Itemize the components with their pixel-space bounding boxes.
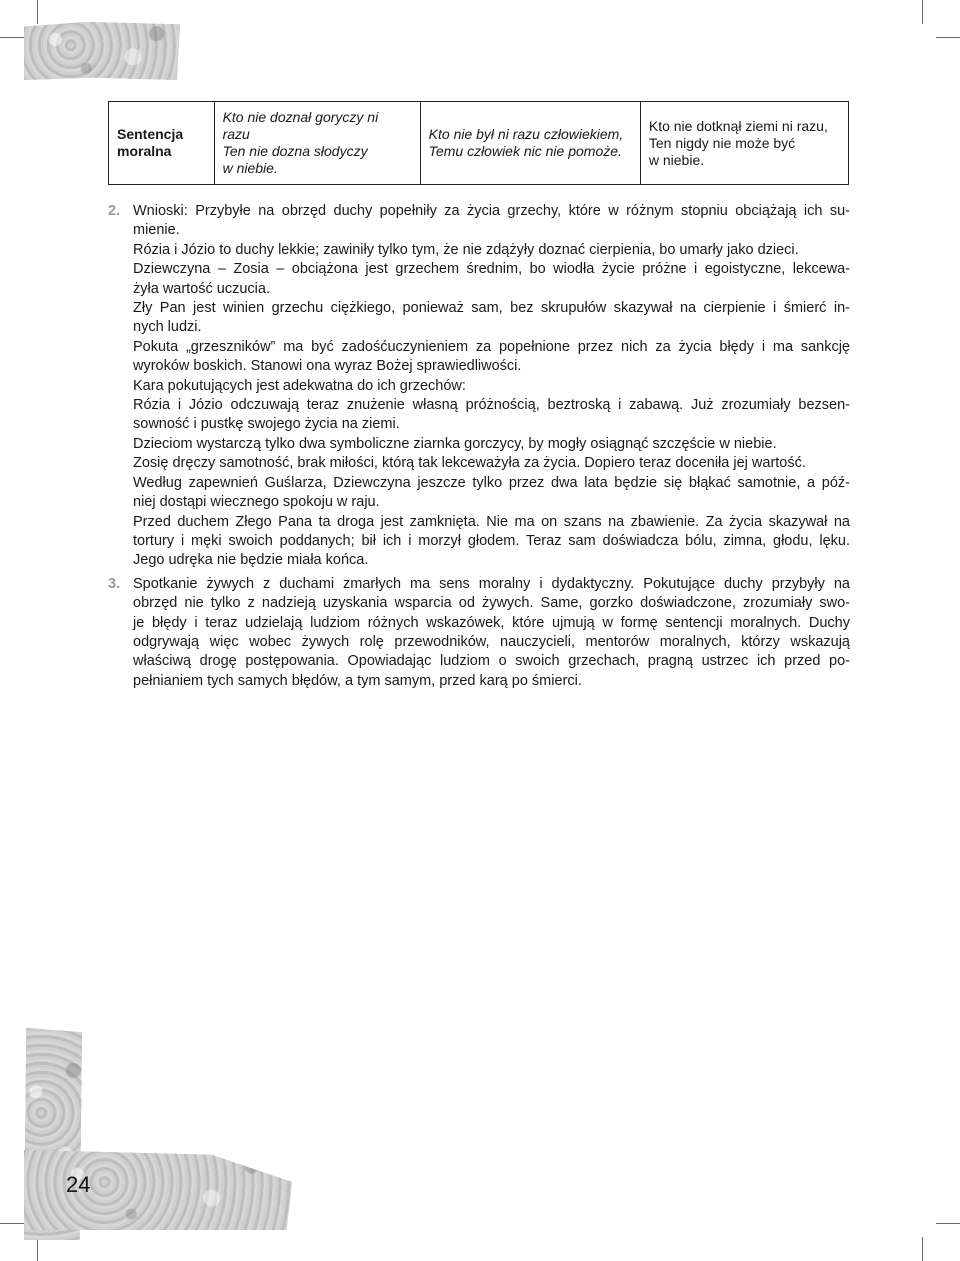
- cell-line: Kto nie doznał goryczy ni: [222, 109, 379, 125]
- header-line: moralna: [117, 143, 172, 159]
- crop-mark: [922, 0, 923, 24]
- stone-texture-top: [24, 22, 180, 80]
- text-line: Zły Pan jest winien grzechu ciężkiego, ponieważ sam, bez skrupułów skazywał na cierpienie i śmierć in-: [133, 300, 850, 317]
- text-line: je błędy i teraz udzielają ludziom różnych wskazówek, które ujmują w formę sentencji moralnych. Duchy: [133, 614, 850, 631]
- text-line: właściwą drogę postępowania. Opowiadając ludziom o swoich grzechach, pragną ustrzec ich przed po-: [133, 653, 850, 670]
- section-2: [108, 202, 850, 571]
- text-line: Przed duchem Złego Pana ta droga jest zamknięta. Nie ma on szans na zbawienie. Za życia skazywał na: [133, 513, 850, 530]
- crop-mark: [936, 37, 960, 38]
- text-line: Jego udręka nie będzie miała końca.: [133, 552, 369, 569]
- cell-line: Ten nigdy nie może być: [648, 134, 796, 151]
- table-cell-zosia: [640, 102, 848, 185]
- main-text: [108, 202, 850, 691]
- section-body: [133, 575, 850, 691]
- text-line: odgrywają więc wobec żywych rolę przewodników, nauczycieli, mentorów moralnych, którzy wskazują: [133, 633, 850, 650]
- text-line: Dziewczyna – Zosia – obciążona jest grzechem średnim, bo wiodła życie próżne i egoistyczne, lekcewa-: [133, 261, 850, 278]
- table-cell-rozia-jozio: [214, 102, 420, 185]
- section-number: 2.: [108, 203, 121, 219]
- header-line: Sentencja: [117, 126, 184, 142]
- text-line: Zosię dręczy samotność, brak miłości, którą tak lekceważyła za życia. Dopiero teraz doceniła jej wartość.: [133, 455, 806, 472]
- text-line: pełnianiem tych samych błędów, a tym samym, przed karą po śmierci.: [133, 672, 582, 689]
- cell-line: Kto nie był ni razu człowiekiem,: [428, 126, 624, 142]
- cell-line: Kto nie dotknął ziemi ni razu,: [648, 117, 828, 134]
- text-line: Według zapewnień Guślarza, Dziewczyna jeszcze tylko przez dwa lata będzie się błąkać samotnie, a póź-: [133, 474, 850, 491]
- section-number: 3.: [108, 575, 121, 592]
- text-line: nych ludzi.: [133, 319, 202, 336]
- section-body: [133, 202, 850, 571]
- table-row: [109, 102, 849, 185]
- text-line: obrzęd nie tylko z nadzieją uzyskania wsparcia od żywych. Same, gorzko doświadczone, zrozumiały swo-: [133, 595, 850, 612]
- table-cell-zly-pan: [420, 102, 640, 185]
- crop-mark: [922, 1237, 923, 1261]
- text-line: wyroków boskich. Stanowi ona wyraz Bożej sprawiedliwości.: [133, 358, 522, 375]
- page-number: 24: [66, 1172, 91, 1197]
- text-line: Wnioski: Przybyłe na obrzęd duchy popełniły za życia grzechy, które w różnym stopniu obciążają ich su-: [133, 203, 850, 219]
- text-line: Kara pokutujących jest adekwatna do ich grzechów:: [133, 377, 466, 394]
- section-3: [108, 575, 850, 691]
- table-header-cell: [109, 102, 215, 185]
- text-line: Pokuta „grzeszników” ma być zadośćuczynieniem za popełnione przez nich za życia błędy i ma sankcję: [133, 338, 850, 355]
- stone-texture-bottom-horizontal: [24, 1150, 292, 1230]
- crop-mark: [0, 37, 24, 38]
- text-line: żyła wartość uczucia.: [133, 280, 270, 297]
- text-line: mienie.: [133, 222, 180, 239]
- text-line: tortury i męki swoich poddanych; bił ich i morzył głodem. Teraz sam doświadcza bólu, zimna, głodu, lęku.: [133, 532, 850, 549]
- text-line: sowność i pustkę swojego życia na ziemi.: [133, 416, 400, 433]
- crop-mark: [37, 0, 38, 24]
- crop-mark: [936, 1223, 960, 1224]
- text-line: Rózia i Józio to duchy lekkie; zawiniły tylko tym, że nie zdążyły doznać cierpienia, bo umarły jako dzieci.: [133, 241, 799, 258]
- cell-line: Ten nie dozna słodyczy: [222, 143, 368, 159]
- text-line: Spotkanie żywych z duchami zmarłych ma sens moralny i dydaktyczny. Pokutujące duchy przybyły na: [133, 575, 850, 592]
- cell-line: w niebie.: [648, 151, 705, 168]
- text-line: Dzieciom wystarczą tylko dwa symboliczne ziarnka gorczycy, by mogły osiągnąć szczęście w niebie.: [133, 435, 777, 452]
- cell-line: razu: [222, 126, 250, 142]
- cell-line: Temu człowiek nic nie pomoże.: [428, 143, 622, 159]
- text-line: niej dostąpi wiecznego spokoju w raju.: [133, 494, 380, 511]
- crop-mark: [37, 1237, 38, 1261]
- text-line: Rózia i Józio odczuwają teraz znużenie własną próżnością, beztroską i zabawą. Już zrozumiały bezsen-: [133, 397, 850, 414]
- crop-mark: [0, 1223, 24, 1224]
- moral-sentence-table: [108, 101, 849, 185]
- cell-line: w niebie.: [222, 160, 278, 176]
